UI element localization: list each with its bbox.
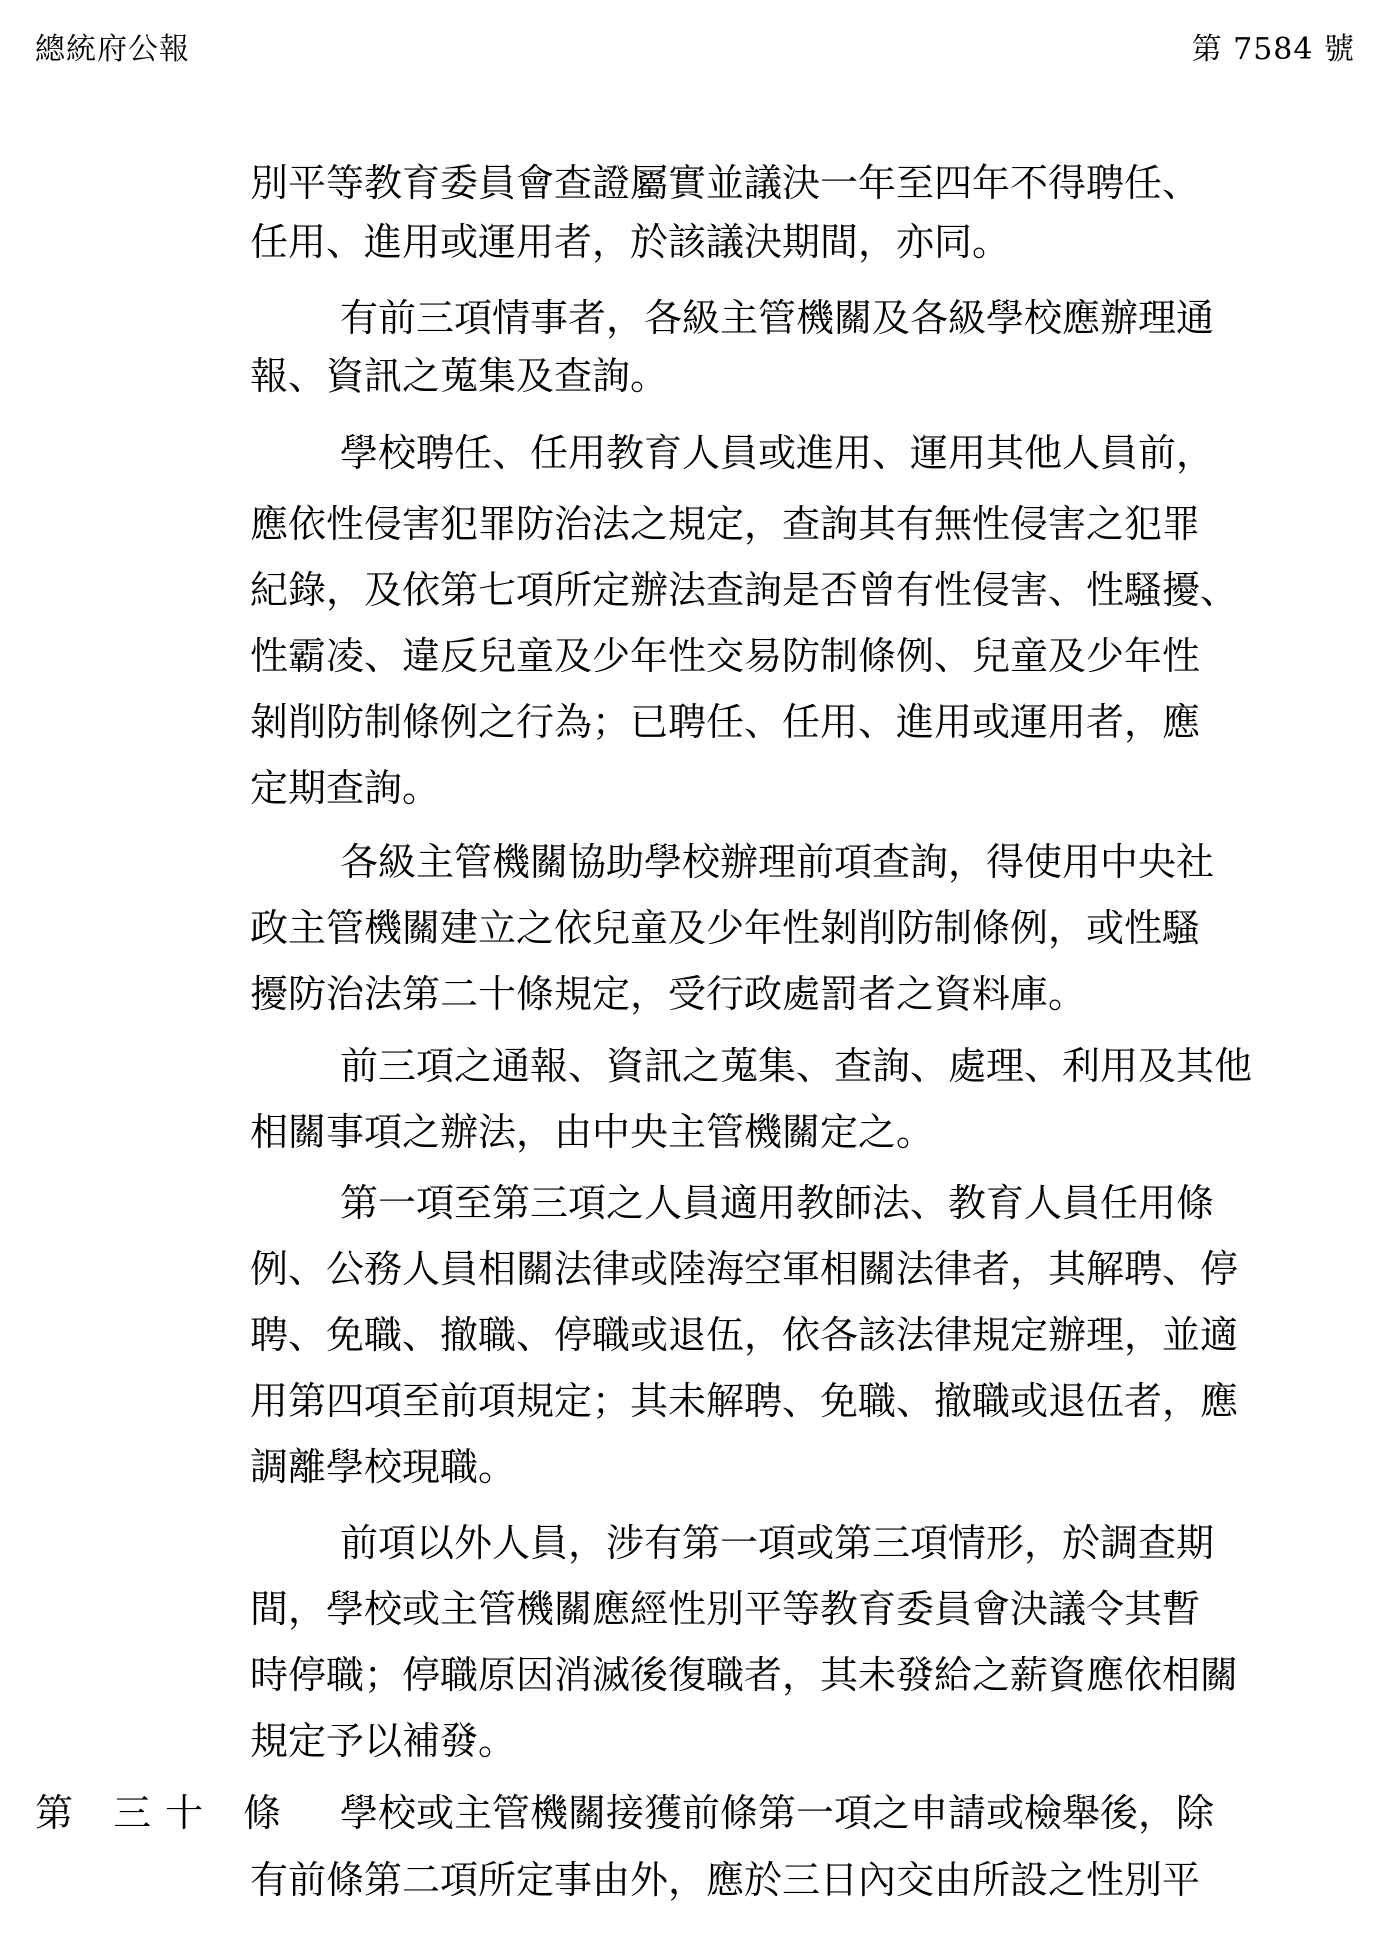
text-line: 任用、進用或運用者，於該議決期間，亦同。 <box>250 220 1011 264</box>
text-line: 第一項至第三項之人員適用教師法、教育人員任用條 <box>340 1181 1215 1225</box>
text-line: 報、資訊之蒐集及查詢。 <box>250 354 669 398</box>
text-line: 前三項之通報、資訊之蒐集、查詢、處理、利用及其他 <box>340 1044 1253 1088</box>
text-line: 規定予以補發。 <box>250 1719 517 1763</box>
text-line: 定期查詢。 <box>250 766 441 810</box>
text-line: 別平等教育委員會查證屬實並議決一年至四年不得聘任、 <box>250 161 1201 205</box>
text-line: 各級主管機關協助學校辦理前項查詢，得使用中央社 <box>340 840 1215 884</box>
text-line: 前項以外人員，涉有第一項或第三項情形，於調查期 <box>340 1521 1215 1565</box>
text-line: 有前條第二項所定事由外，應於三日內交由所設之性別平 <box>250 1858 1201 1902</box>
text-line: 政主管機關建立之依兒童及少年性剝削防制條例，或性騷 <box>250 906 1201 950</box>
text-line: 有前三項情事者，各級主管機關及各級學校應辦理通 <box>340 296 1215 340</box>
text-line: 剝削防制條例之行為；已聘任、任用、進用或運用者，應 <box>250 700 1201 744</box>
text-line: 學校聘任、任用教育人員或進用、運用其他人員前， <box>340 431 1215 475</box>
text-line: 聘、免職、撤職、停職或退伍，依各該法律規定辦理，並適 <box>250 1313 1239 1357</box>
text-line: 調離學校現職。 <box>250 1445 517 1489</box>
issue-number: 第 7584 號 <box>1191 32 1355 67</box>
text-line: 時停職；停職原因消滅後復職者，其未發給之薪資應依相關 <box>250 1653 1239 1697</box>
text-line: 相關事項之辦法，由中央主管機關定之。 <box>250 1110 935 1154</box>
text-line: 學校或主管機關接獲前條第一項之申請或檢舉後，除 <box>340 1791 1215 1835</box>
text-line: 用第四項至前項規定；其未解聘、免職、撤職或退伍者，應 <box>250 1379 1239 1423</box>
publication-title: 總統府公報 <box>35 32 190 67</box>
text-line: 間，學校或主管機關應經性別平等教育委員會決議令其暫 <box>250 1587 1201 1631</box>
text-line: 應依性侵害犯罪防治法之規定，查詢其有無性侵害之犯罪 <box>250 502 1201 546</box>
article-label: 第 三十 條 <box>35 1791 296 1835</box>
text-line: 性霸凌、違反兒童及少年性交易防制條例、兒童及少年性 <box>250 634 1201 678</box>
text-line: 紀錄，及依第七項所定辦法查詢是否曾有性侵害、性騷擾、 <box>250 568 1239 612</box>
text-line: 擾防治法第二十條規定，受行政處罰者之資料庫。 <box>250 972 1087 1016</box>
text-line: 例、公務人員相關法律或陸海空軍相關法律者，其解聘、停 <box>250 1247 1239 1291</box>
